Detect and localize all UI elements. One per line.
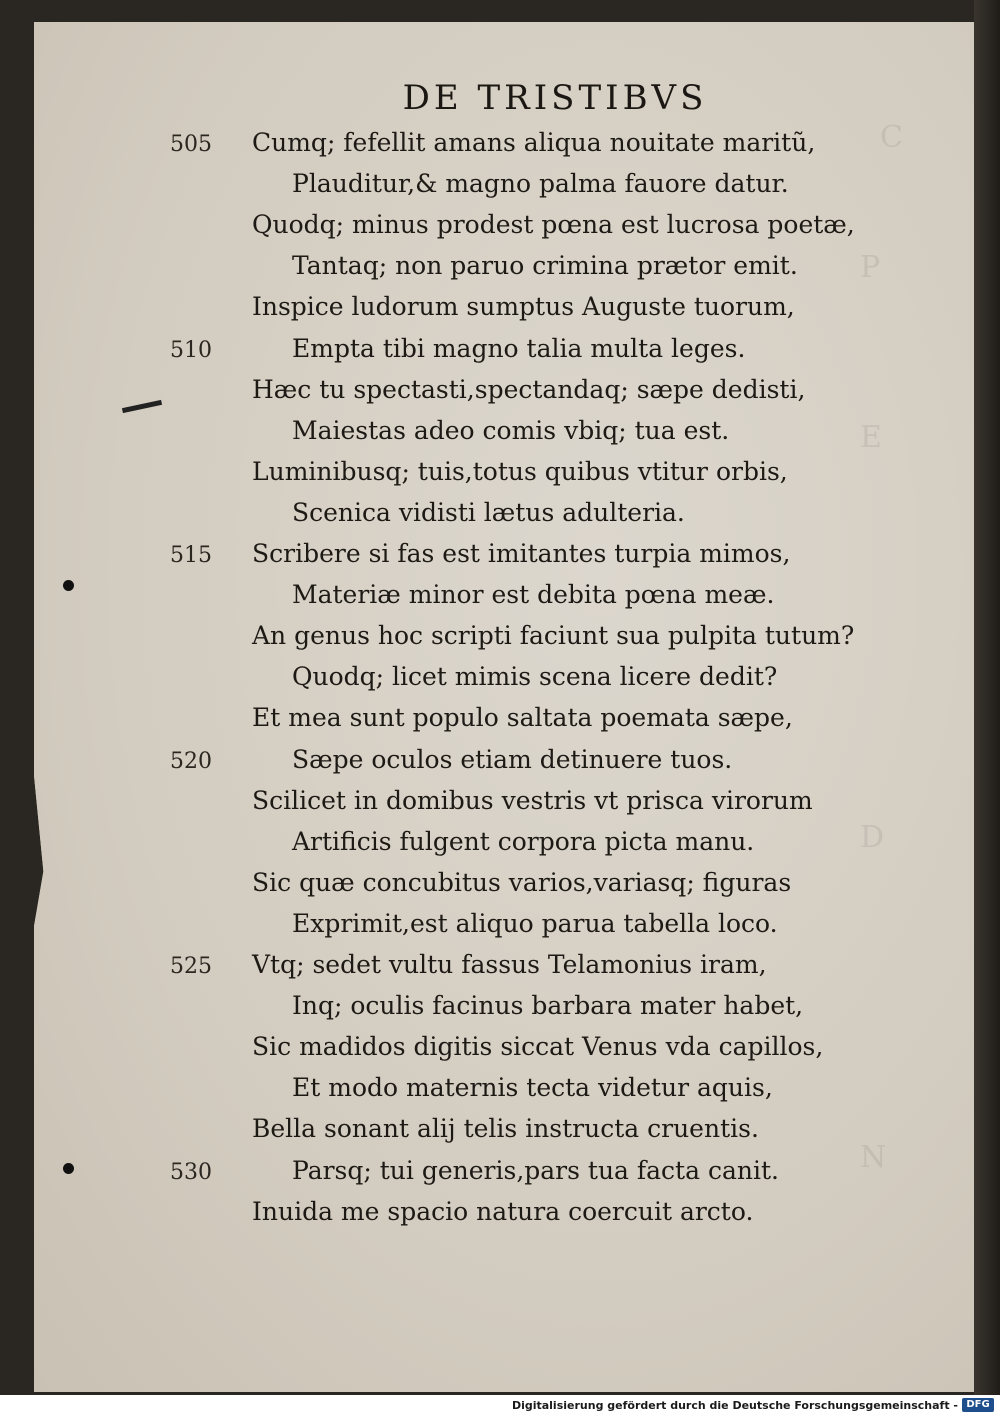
- verse-line: Quodq; minus prodest pœna est lucrosa poetæ,: [252, 210, 855, 239]
- bleed-through-text: P: [860, 250, 881, 285]
- ink-spot: [63, 580, 74, 591]
- verse-line: An genus hoc scripti faciunt sua pulpita tutum?: [252, 621, 855, 650]
- verse-line: Scribere si fas est imitantes turpia mimos,: [252, 539, 791, 568]
- verse-line: Vtq; sedet vultu fassus Telamonius iram,: [252, 950, 767, 979]
- dfg-logo: DFG: [962, 1398, 994, 1412]
- verse-line: Maiestas adeo comis vbiq; tua est.: [292, 416, 730, 445]
- ink-spot: [63, 1163, 74, 1174]
- verse-line: Sic madidos digitis siccat Venus vda capillos,: [252, 1032, 824, 1061]
- verse-line: Inspice ludorum sumptus Auguste tuorum,: [252, 292, 795, 321]
- verse-line: Bella sonant alij telis instructa cruentis.: [252, 1114, 759, 1143]
- digitization-credit: Digitalisierung gefördert durch die Deutsche Forschungsgemeinschaft -: [511, 1399, 958, 1412]
- book-spine: [974, 0, 1000, 1395]
- verse-line: Sæpe oculos etiam detinuere tuos.: [292, 745, 733, 774]
- verse-line: Tantaq; non paruo crimina prætor emit.: [292, 251, 798, 280]
- bleed-through-text: E: [860, 420, 882, 455]
- verse-line: Inuida me spacio natura coercuit arcto.: [252, 1197, 754, 1226]
- verse-line: Empta tibi magno talia multa leges.: [292, 334, 746, 363]
- verse-line: Plauditur,& magno palma fauore datur.: [292, 169, 789, 198]
- verse-line: Materiæ minor est debita pœna meæ.: [292, 580, 775, 609]
- verse-line: Exprimit,est aliquo parua tabella loco.: [292, 909, 778, 938]
- verse-number: 510: [170, 338, 212, 363]
- running-title: DE TRISTIBVS: [402, 78, 708, 118]
- verse-number: 530: [170, 1160, 212, 1185]
- bleed-through-text: D: [860, 820, 885, 855]
- verse-line: Scilicet in domibus vestris vt prisca virorum: [252, 786, 813, 815]
- verse-number: 525: [170, 954, 212, 979]
- bleed-through-text: C: [880, 120, 903, 155]
- verse-line: Sic quæ concubitus varios,variasq; figuras: [252, 868, 792, 897]
- verse-number: 505: [170, 132, 212, 157]
- verse-line: Artificis fulgent corpora picta manu.: [292, 827, 755, 856]
- verse-line: Scenica vidisti lætus adulteria.: [292, 498, 685, 527]
- verse-line: Cumq; fefellit amans aliqua nouitate maritũ,: [252, 128, 816, 157]
- verse-line: Quodq; licet mimis scena licere dedit?: [292, 662, 778, 691]
- verse-line: Inq; oculis facinus barbara mater habet,: [292, 991, 804, 1020]
- verse-line: Luminibusq; tuis,totus quibus vtitur orbis,: [252, 457, 788, 486]
- verse-line: Et mea sunt populo saltata poemata sæpe,: [252, 703, 793, 732]
- verse-number: 520: [170, 749, 212, 774]
- verse-line: Hæc tu spectasti,spectandaq; sæpe dedisti,: [252, 375, 806, 404]
- verse-line: Parsq; tui generis,pars tua facta canit.: [292, 1156, 779, 1185]
- verse-line: Et modo maternis tecta videtur aquis,: [292, 1073, 773, 1102]
- bleed-through-text: N: [860, 1140, 887, 1175]
- verse-number: 515: [170, 543, 212, 568]
